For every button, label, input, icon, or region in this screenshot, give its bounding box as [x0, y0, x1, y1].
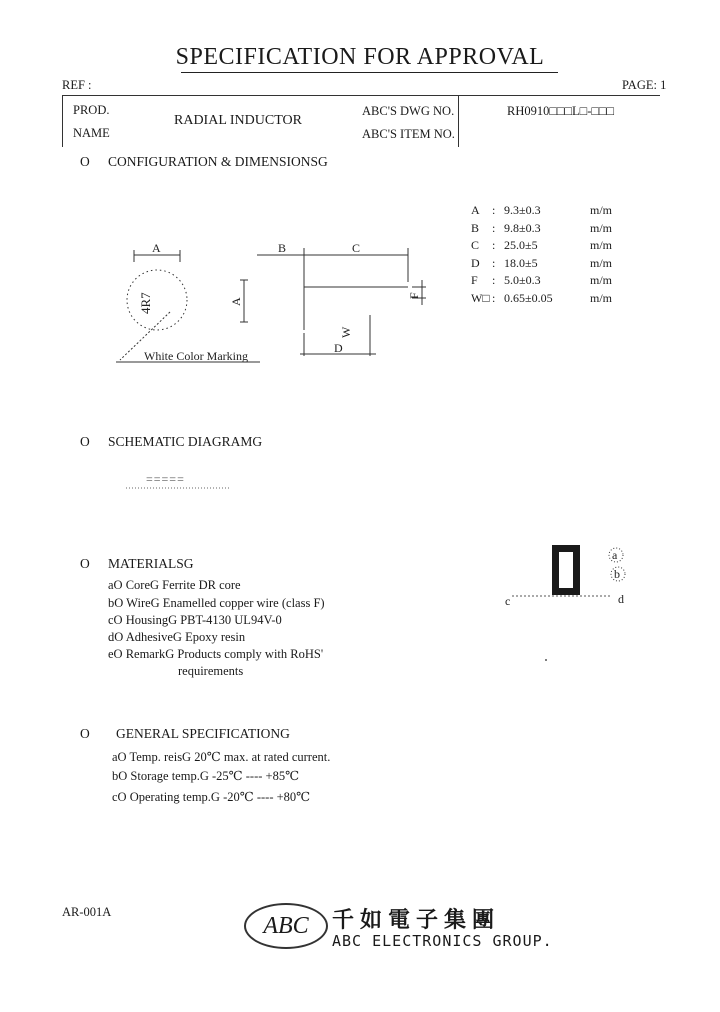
schematic-bullet: O [80, 434, 90, 449]
callout-b: b [614, 567, 620, 581]
dwg-no-label: ABC'S DWG NO. [362, 104, 455, 118]
dim-label: B [471, 220, 480, 235]
schematic-symbol: ===== [146, 472, 185, 486]
label-a-side: A [229, 297, 243, 306]
dot-mark [545, 659, 547, 661]
config-bullet: O [80, 154, 90, 169]
abc-logo-text: ABC [263, 913, 309, 939]
dim-label: C [471, 238, 480, 252]
materials-heading: MATERIALSG [108, 556, 194, 571]
dim-value: 9.3±0.3 [504, 203, 541, 217]
dim-label: A [471, 203, 480, 217]
schematic-heading: SCHEMATIC DIAGRAMG [108, 434, 263, 449]
dim-label: D [471, 255, 480, 270]
material-item: eO RemarkG Products comply with RoHS' [108, 647, 324, 661]
company-name-en: ABC ELECTRONICS GROUP. [332, 932, 553, 950]
dim-unit: m/m [590, 290, 613, 305]
form-number: AR-001A [62, 905, 112, 919]
dim-separator: : [492, 290, 496, 305]
prod-label: PROD. [73, 103, 110, 117]
dim-value: 18.0±5 [504, 255, 538, 270]
page-label: PAGE: 1 [622, 78, 667, 92]
product-name: RADIAL INDUCTOR [174, 113, 302, 128]
dim-unit: m/m [590, 255, 613, 270]
callout-c: c [505, 594, 511, 608]
dim-value: 0.65±0.05 [504, 290, 553, 305]
dim-label: F [471, 273, 478, 287]
dim-value: 25.0±5 [504, 238, 538, 252]
abc-logo [244, 903, 328, 949]
general-heading: GENERAL SPECIFICATIONG [116, 726, 290, 741]
item-no-label: ABC'S ITEM NO. [362, 127, 455, 141]
label-c: C [352, 241, 361, 255]
name-label: NAME [73, 126, 110, 140]
label-w: W [339, 326, 353, 338]
material-item: aO CoreG Ferrite DR core [108, 578, 241, 592]
dim-value: 5.0±0.3 [504, 273, 541, 287]
marking-note: White Color Marking [144, 349, 248, 363]
label-f: F [407, 292, 421, 299]
dim-separator: : [492, 203, 496, 217]
callout-d: d [618, 592, 624, 606]
dim-separator: : [492, 255, 496, 270]
material-item: dO AdhesiveG Epoxy resin [108, 630, 246, 644]
label-d: D [334, 341, 343, 355]
material-item: bO WireG Enamelled copper wire (class F) [108, 596, 325, 610]
label-b: B [278, 241, 287, 255]
ref-label: REF : [62, 78, 92, 92]
dim-unit: m/m [590, 220, 613, 235]
materials-bullet: O [80, 556, 90, 571]
material-item-continued: requirements [178, 664, 244, 678]
material-item: cO HousingG PBT-4130 UL94V-0 [108, 613, 282, 627]
config-heading: CONFIGURATION & DIMENSIONSG [108, 154, 328, 169]
dim-separator: : [492, 273, 496, 287]
company-name-cjk: 千如電子集團 [332, 908, 501, 933]
document-title: SPECIFICATION FOR APPROVAL [175, 44, 545, 70]
callout-a: a [612, 548, 618, 562]
core-shape [559, 552, 573, 588]
general-spec-item: cO Operating temp.G -20℃ ---- +80℃ [112, 790, 311, 804]
general-bullet: O [80, 726, 90, 741]
general-spec-item: aO Temp. reisG 20℃ max. at rated current. [112, 750, 331, 764]
dim-unit: m/m [590, 273, 613, 287]
label-a-top: A [152, 241, 161, 255]
dwg-no-value: RH0910□□□L□-□□□ [507, 104, 615, 118]
general-spec-item: bO Storage temp.G -25℃ ---- +85℃ [112, 769, 300, 783]
dim-unit: m/m [590, 203, 613, 217]
dim-label: W□ [471, 290, 490, 305]
marking-code: 4R7 [138, 292, 153, 314]
dim-separator: : [492, 220, 496, 235]
dim-separator: : [492, 238, 496, 252]
dim-value: 9.8±0.3 [504, 220, 541, 235]
dim-unit: m/m [590, 238, 613, 252]
